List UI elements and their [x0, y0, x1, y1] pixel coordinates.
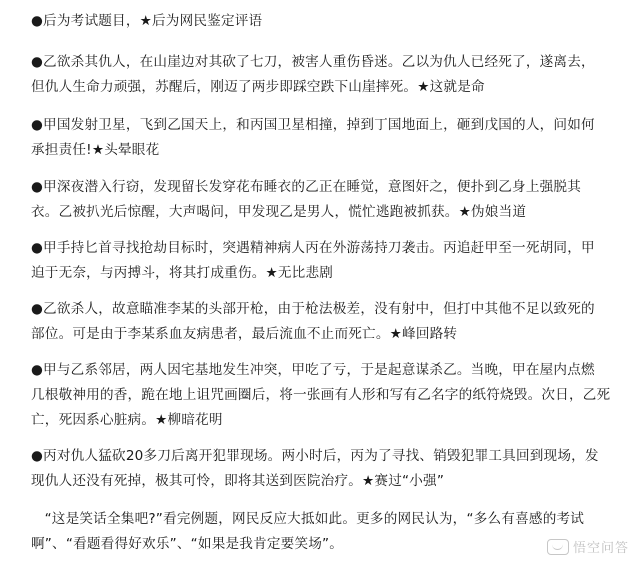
watermark-text: 悟空问答 — [572, 541, 629, 556]
watermark — [547, 537, 629, 556]
text-line: 但仇人生命力顽强，苏醒后，刚迈了两步即踩空跌下山崖摔死。★这就是命 — [31, 79, 485, 95]
text-line: 迫于无奈，与丙搏斗，将其打成重伤。★无比悲剧 — [31, 265, 334, 281]
text-line: ●甲深夜潜入行窃，发现留长发穿花布睡衣的乙正在睡觉，意图奸之，便扑到乙身上强脱其 — [31, 179, 582, 195]
text-line: ●甲国发射卫星，飞到乙国天上，和丙国卫星相撞，掉到丁国地面上，砸到戊国的人，问如何 — [31, 117, 595, 133]
text-line: “这是笑话全集吧?”看完例题，网民反应大抵如此。更多的网民认为，“多么有喜感的考试 — [31, 511, 585, 527]
paragraph-legend — [31, 9, 621, 34]
paragraph-question-3 — [31, 175, 621, 225]
text-line: ●乙欲杀人，故意瞄准李某的头部开枪，由于枪法极差，没有射中，但打中其他不足以致死的 — [31, 301, 595, 317]
paragraph-conclusion — [31, 507, 621, 557]
text-line: ●甲手持匕首寻找抢劫目标时，突遇精神病人丙在外游荡持刀袭击。丙追赶甲至一死胡同，甲 — [31, 240, 595, 256]
text-line: 承担责任!★头晕眼花 — [31, 142, 160, 158]
paragraph-question-7 — [31, 444, 621, 494]
wukong-logo-icon — [547, 539, 569, 555]
text-line: 亡，死因系心脏病。★柳暗花明 — [31, 412, 223, 428]
text-line: ●乙欲杀其仇人，在山崖边对其砍了七刀，被害人重伤昏迷。乙以为仇人已经死了，遂离去， — [31, 54, 595, 70]
text-line: ●甲与乙系邻居，两人因宅基地发生冲突，甲吃了亏，于是起意谋杀乙。当晚，甲在屋内点燃 — [31, 362, 595, 378]
text-line: 部位。可是由于李某系血友病患者，最后流血不止而死亡。★峰回路转 — [31, 326, 458, 342]
text-line: ●丙对仇人猛砍20多刀后离开犯罪现场。两小时后，丙为了寻找、销毁犯罪工具回到现场，发 — [31, 448, 599, 464]
paragraph-question-5 — [31, 297, 621, 347]
text-line: ●后为考试题目，★后为网民鉴定评语 — [31, 13, 263, 29]
text-line: 啊”、“看题看得好欢乐”、“如果是我肯定要笑场”。 — [31, 536, 344, 552]
paragraph-question-2 — [31, 113, 621, 163]
text-line: 衣。乙被扒光后惊醒，大声喝问，甲发现乙是男人，慌忙逃跑被抓获。★伪娘当道 — [31, 204, 527, 220]
text-line: 几根敬神用的香，跪在地上诅咒画圈后，将一张画有人形和写有乙名字的纸符烧毁。次日，乙死 — [31, 387, 611, 403]
paragraph-question-6 — [31, 358, 621, 433]
paragraph-question-1 — [31, 50, 621, 100]
text-line: 现仇人还没有死掉，极其可怜，即将其送到医院治疗。★赛过“小强” — [31, 473, 445, 489]
paragraph-question-4 — [31, 236, 621, 286]
